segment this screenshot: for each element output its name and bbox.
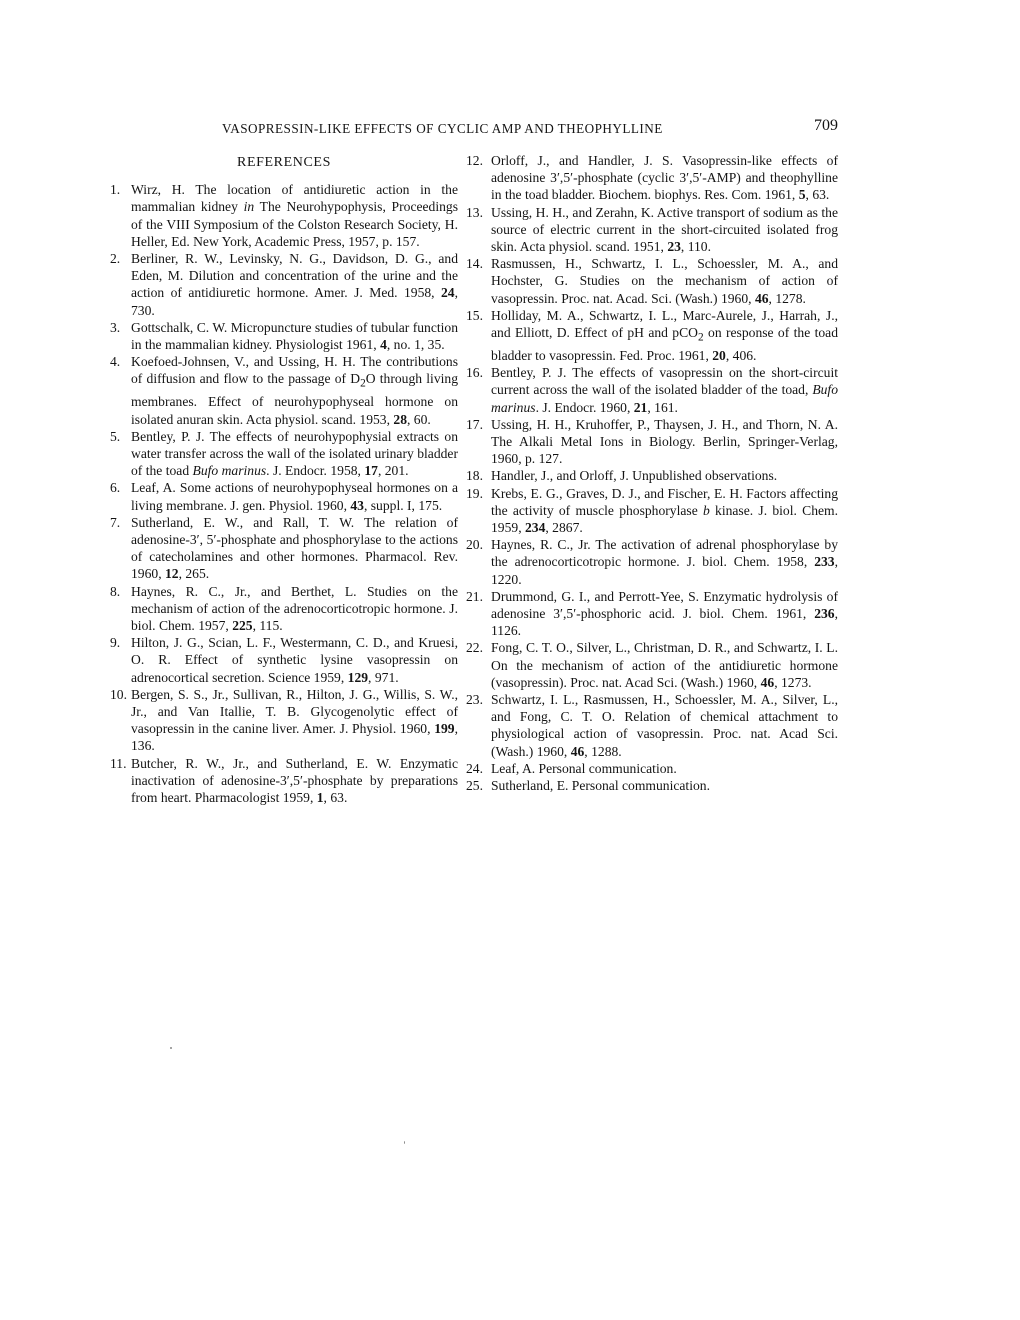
reference-text: Holliday, M. A., Schwartz, I. L., Marc-Aurele, J., Harrah, J., and Elliott, D. Effect of pH and pCO$_2$ on response of the toad bladder to vasopressin. Fed. Proc. 1961, 20, 406. (491, 307, 838, 363)
reference-number: 14. (466, 256, 483, 272)
reference-item (466, 777, 838, 794)
reference-number: 8. (110, 583, 121, 599)
reference-item (110, 428, 458, 480)
reference-text: Leaf, A. Some actions of neurohypophyseal hormones on a living membrane. J. gen. Physiol. 1960, 43, suppl. I, 175. (131, 480, 458, 513)
references-left-column (110, 152, 458, 806)
reference-text: Butcher, R. W., Jr., and Sutherland, E. W. Enzymatic inactivation of adenosine-3′,5′-phosphate by preparations from heart. Pharmacologist 1959, 1, 63. (131, 755, 458, 806)
reference-text: Sutherland, E. W., and Rall, T. W. The relation of adenosine-3′, 5′-phosphate and phosphorylase to the actions of catecholamines and other hormones. Pharmacol. Rev. 1960, 12, 265. (131, 514, 458, 582)
reference-number: 9. (110, 635, 121, 651)
reference-item (110, 250, 458, 319)
reference-text: Berliner, R. W., Levinsky, N. G., Davidson, D. G., and Eden, M. Dilution and concentration of the urine and the action of antidiuretic hormone. Amer. J. Med. 1958, 24, 730. (131, 251, 458, 318)
reference-text: Ussing, H. H., Kruhoffer, P., Thaysen, J. H., and Thorn, N. A. The Alkali Metal Ions in Biology. Berlin, Springer-Verlag, 1960, p. 127. (491, 416, 838, 467)
reference-item (466, 307, 838, 364)
reference-item (110, 479, 458, 513)
reference-text: Haynes, R. C., Jr. The activation of adrenal phosphorylase by the adrenocorticotropic hormone. J. biol. Chem. 1958, 233, 1220. (491, 537, 838, 587)
print-speck (404, 1141, 405, 1144)
reference-number: 13. (466, 204, 483, 220)
reference-number: 25. (466, 778, 483, 794)
reference-number: 2. (110, 251, 121, 267)
reference-number: 24. (466, 760, 483, 776)
reference-item (466, 467, 838, 484)
reference-text: Handler, J., and Orloff, J. Unpublished observations. (491, 468, 778, 484)
reference-item (110, 319, 458, 353)
reference-number: 20. (466, 537, 483, 553)
references-heading: REFERENCES (237, 155, 331, 170)
reference-text: Sutherland, E. Personal communication. (491, 778, 710, 794)
reference-text: Schwartz, I. L., Rasmussen, H., Schoessler, M. A., Silver, L., and Fong, C. T. O. Relation of chemical attachment to physiological action of vasopressin. Proc. nat. Acad Sci. (Wash.) 1960, 46, 1288. (491, 692, 838, 759)
reference-number: 7. (110, 514, 121, 530)
reference-item (466, 416, 838, 468)
reference-number: 3. (110, 319, 121, 335)
reference-list-right (466, 152, 838, 794)
reference-number: 19. (466, 485, 483, 501)
reference-number: 17. (466, 416, 483, 432)
reference-text: Wirz, H. The location of antidiuretic action in the mammalian kidney in The Neurohypophysis, Proceedings of the VIII Symposium of the Colston Research Society, H. Heller, Ed. New York, Academic Press, 1957, p. 157. (131, 182, 458, 249)
reference-number: 12. (466, 153, 483, 168)
reference-number: 21. (466, 588, 483, 604)
reference-text: Hilton, J. G., Scian, L. F., Westermann, C. D., and Kruesi, O. R. Effect of synthetic lysine vasopressin on adrenocortical secretion. Science 1959, 129, 971. (131, 635, 458, 685)
reference-item (466, 204, 838, 256)
reference-number: 23. (466, 692, 483, 708)
reference-item (110, 583, 458, 635)
reference-item (466, 152, 838, 204)
reference-item (110, 755, 458, 807)
reference-text: Koefoed-Johnsen, V., and Ussing, H. H. The contributions of diffusion and flow to the passage of $D_2O$ through living membranes. Effect of neurohypophyseal hormone on isolated anuran skin. Acta physiol. scand. 1953, 28, 60. (131, 354, 458, 427)
reference-text: Bentley, P. J. The effects of vasopressin on the short-circuit current across the wall of the isolated bladder of the toad, Bufo marinus. J. Endocr. 1960, 21, 161. (491, 365, 838, 415)
reference-item (110, 634, 458, 686)
running-title: VASOPRESSIN-LIKE EFFECTS OF CYCLIC AMP AND THEOPHYLLINE (222, 121, 663, 136)
reference-item (466, 691, 838, 760)
reference-text: Haynes, R. C., Jr., and Berthet, L. Studies on the mechanism of action of the adrenocorticotropic hormone. J. biol. Chem. 1957, 225, 115. (131, 583, 458, 633)
reference-item (110, 353, 458, 428)
reference-item (466, 255, 838, 307)
reference-item (466, 536, 838, 588)
reference-item (466, 485, 838, 537)
reference-item (110, 181, 458, 250)
reference-number: 1. (110, 182, 121, 198)
reference-number: 16. (466, 365, 483, 381)
reference-text: Krebs, E. G., Graves, D. J., and Fischer, E. H. Factors affecting the activity of muscle phosphorylase b kinase. J. biol. Chem. 1959, 234, 2867. (491, 485, 839, 535)
reference-number: 11. (110, 755, 127, 771)
reference-text: Fong, C. T. O., Silver, L., Christman, D. R., and Schwartz, I. L. On the mechanism of action of the antidiuretic hormone (vasopressin). Proc. nat. Acad Sci. (Wash.) 1960, 46, 1273. (491, 640, 838, 690)
reference-list-left (110, 181, 458, 806)
reference-item (110, 514, 458, 583)
reference-number: 4. (110, 354, 121, 370)
reference-number: 10. (110, 686, 127, 702)
page-number: 709 (814, 117, 838, 134)
reference-text: Orloff, J., and Handler, J. S. Vasopressin-like effects of adenosine 3′,5′-phosphate (cyclic 3′,5′-AMP) and theophylline in the toad bladder. Biochem. biophys. Res. Com. 1961, 5, 63. (491, 153, 838, 203)
reference-text: Ussing, H. H., and Zerahn, K. Active transport of sodium as the source of electric current in the short-circuited isolated frog skin. Acta physiol. scand. 1951, 23, 110. (491, 204, 838, 255)
reference-item (466, 760, 838, 777)
reference-text: Leaf, A. Personal communication. (491, 760, 677, 776)
reference-text: Bentley, P. J. The effects of neurohypophysial extracts on water transfer across the wall of the isolated urinary bladder of the toad Bufo marinus. J. Endocr. 1958, 17, 201. (131, 428, 458, 479)
reference-text: Drummond, G. I., and Perrott-Yee, S. Enzymatic hydrolysis of adenosine 3′,5′-phosphoric acid. J. biol. Chem. 1961, 236, 1126. (491, 588, 838, 639)
reference-text: Rasmussen, H., Schwartz, I. L., Schoessler, M. A., and Hochster, G. Studies on the mechanism of action of vasopressin. Proc. nat. Acad. Sci. (Wash.) 1960, 46, 1278. (491, 256, 838, 306)
print-speck (170, 1047, 172, 1049)
reference-item (110, 686, 458, 755)
reference-text: Gottschalk, C. W. Micropuncture studies of tubular function in the mammalian kidney. Physiologist 1961, 4, no. 1, 35. (131, 319, 458, 353)
reference-number: 15. (466, 307, 483, 323)
reference-number: 5. (110, 428, 121, 444)
reference-number: 18. (466, 468, 483, 484)
reference-number: 6. (110, 480, 121, 496)
reference-item (466, 588, 838, 640)
references-right-column (466, 152, 838, 794)
reference-number: 22. (466, 640, 483, 656)
reference-text: Bergen, S. S., Jr., Sullivan, R., Hilton, J. G., Willis, S. W., Jr., and Van Itallie, T. B. Glycogenolytic effect of vasopressin in the canine liver. Amer. J. Physiol. 1960, 199, 136. (131, 686, 458, 754)
reference-item (466, 364, 838, 416)
reference-item (466, 639, 838, 691)
